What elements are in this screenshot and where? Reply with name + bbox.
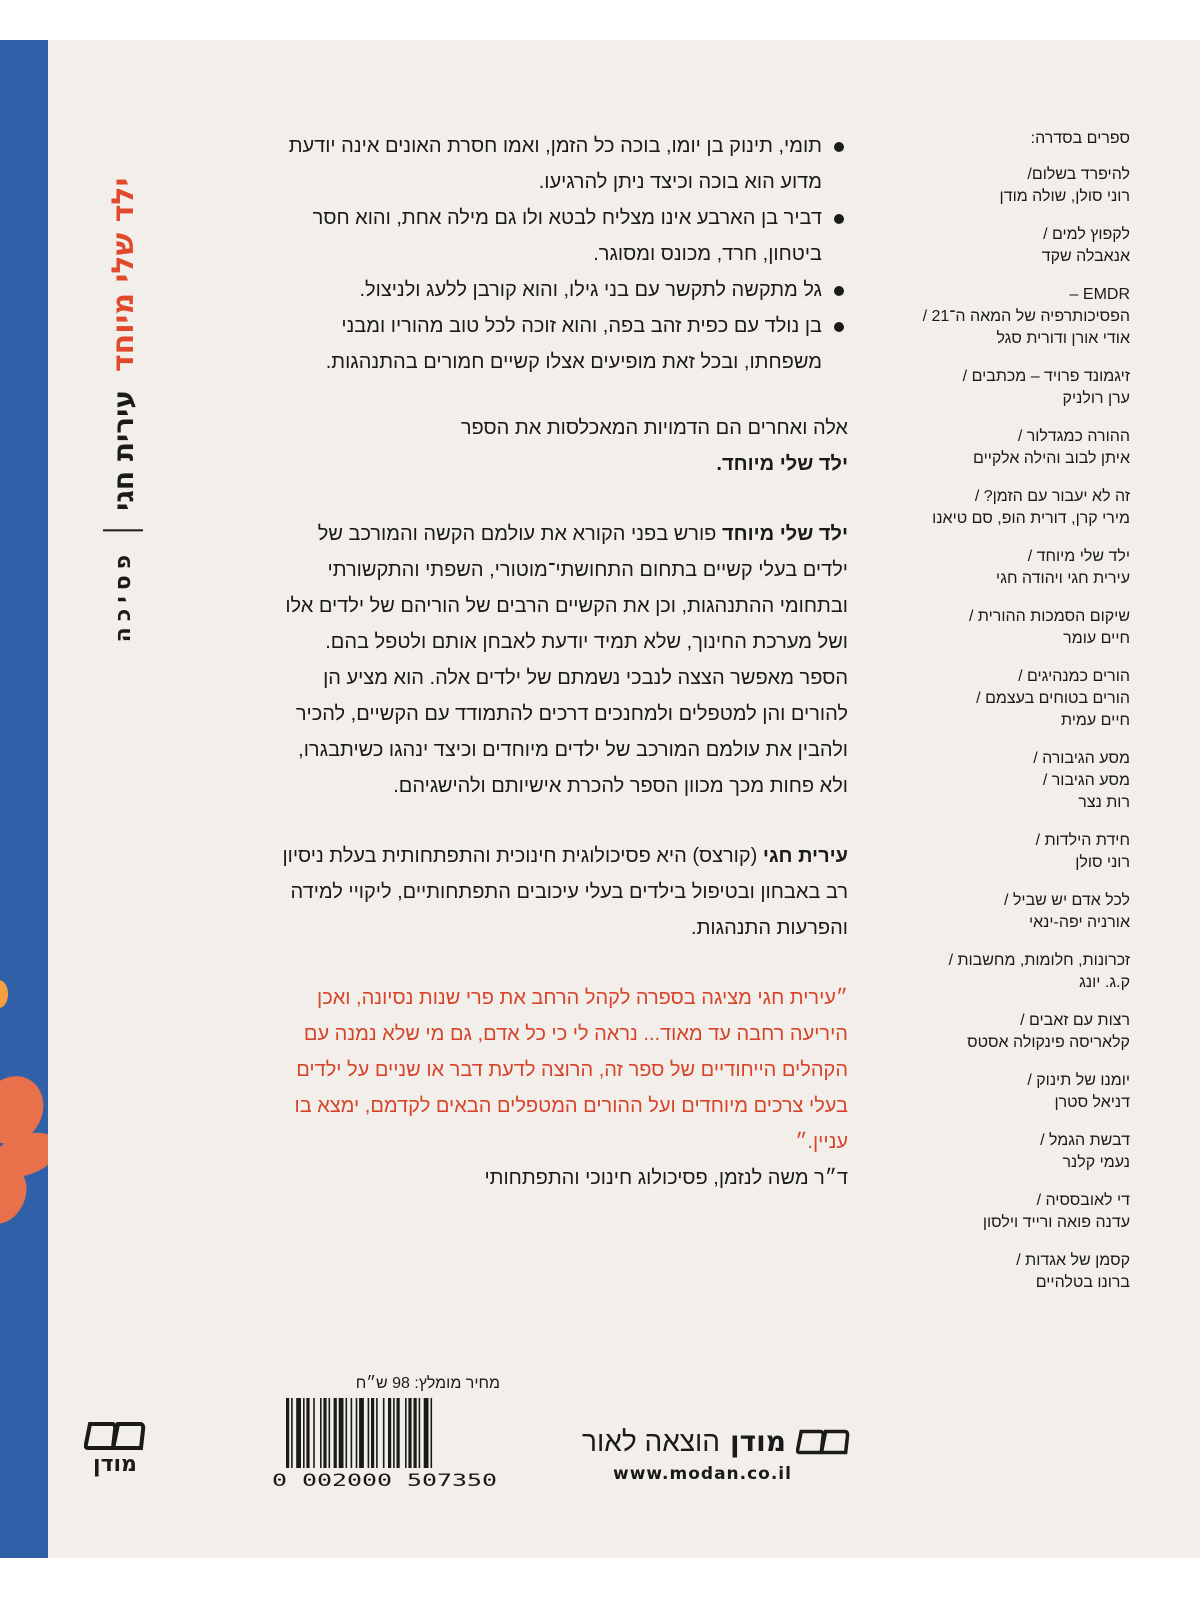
series-book-author: רוני סולן [1075, 854, 1130, 871]
series-book-author: חיים עומר [1063, 630, 1130, 647]
series-book-title: דבשת הגמל / [1040, 1132, 1130, 1149]
barcode-bar [334, 1398, 337, 1468]
character-bullets [270, 128, 848, 380]
series-book-title: זכרונות, חלומות, מחשבות / [948, 952, 1130, 969]
series-book-title: קסמן של אגדות / [1016, 1252, 1130, 1269]
barcode [272, 1398, 497, 1488]
book-logo-icon [84, 1420, 146, 1452]
series-book [885, 486, 1130, 530]
barcode-bar [296, 1398, 301, 1468]
series-book [885, 1130, 1130, 1174]
spine-title-block [78, 150, 168, 670]
series-book-author: איתן לבוב והילה אלקיים [973, 450, 1130, 467]
series-book-title: שיקום הסמכות ההורית / [968, 608, 1130, 625]
author-name: עירית חגי [762, 845, 848, 867]
intro-book-title: ילד שלי מיוחד. [716, 453, 848, 475]
series-book-author: חיים עמית [1060, 712, 1130, 729]
series-book-title: הורים כמנהיגים / [1018, 668, 1130, 685]
series-book-author: מירי קרן, דורית הופ, סם טיאנו [932, 510, 1130, 527]
spine-book-title: ילד שלי מיוחד [105, 177, 141, 372]
book-logo-icon [796, 1427, 850, 1457]
flower-decoration [0, 980, 8, 1008]
series-book-title: זה לא יעבור עם הזמן? / [974, 488, 1130, 505]
description-paragraph [270, 516, 848, 660]
series-book-author: ברונו בטלהיים [1035, 1274, 1130, 1291]
barcode-digits: 0 002000 507350 [272, 1471, 497, 1488]
barcode-bar [346, 1398, 348, 1468]
barcode-bar [323, 1398, 326, 1468]
blurb [270, 128, 848, 1196]
series-book-title: זיגמונד פרויד – מכתבים / [962, 368, 1130, 385]
series-book [885, 666, 1130, 732]
series-book-title: ילד שלי מיוחד / [1027, 548, 1130, 565]
series-book-title: מסע הגיבורה / [1033, 750, 1130, 767]
series-book [885, 164, 1130, 208]
barcode-bar [313, 1398, 315, 1468]
series-book-author: נעמי קלנר [1062, 1154, 1130, 1171]
spine-band [0, 40, 48, 1558]
spine-author: עירית חגי [106, 389, 140, 511]
series-book-author: אודי אורן ודורית סגל [996, 330, 1130, 347]
series-book-title: לכל אדם יש שביל / [1004, 892, 1130, 909]
barcode-bar [286, 1398, 289, 1468]
spine-publisher-logo [80, 1420, 150, 1477]
series-book [885, 284, 1130, 350]
series-book [885, 1190, 1130, 1234]
bullet-item: בן נולד עם כפית זהב בפה, והוא זוכה לכל טוב מהוריו ומבני משפחתו, ובכל זאת מופיעים אצלו קשיים חמורים בהתנהגות. [270, 308, 822, 380]
series-book [885, 606, 1130, 650]
barcode-bar [303, 1398, 305, 1468]
series-book-author: דניאל סטרן [1054, 1094, 1130, 1111]
barcode-bar [424, 1398, 429, 1468]
publisher-name: מודן [730, 1425, 786, 1458]
series-book-title: לקפוץ למים / [1043, 226, 1130, 243]
series-book [885, 830, 1130, 874]
series-book-title: חידת הילדות / [1035, 832, 1130, 849]
series-heading: ספרים בסדרה: [1030, 130, 1130, 147]
author-bio-text: (קורצס) היא פסיכולוגית חינוכית והתפתחותית בעלת ניסיון רב באבחון ובטיפול בילדים בעלי עיכובים התפתחותיים, ליקויי למידה והפרעות התנהגות. [282, 845, 848, 939]
spine-series-name: פסיכה [110, 548, 136, 643]
price-label: מחיר מומלץ: 98 ש״ח [355, 1375, 500, 1392]
series-book [885, 1070, 1130, 1114]
purpose-paragraph: הספר מאפשר הצצה לנבכי נשמתם של ילדים אלה. הוא מציע הן להורים והן למטפלים ולמחנכים דרכים להתמודד עם הקשיים, להכיר ולהבין את עולמם המורכב של ילדים מיוחדים וכיצד ינהגו כשיתבגרו, ולא פחות מכך מכוון הספר להכרת אישיותם ולהישגיהם. [295, 667, 848, 797]
bullet-item: תומי, תינוק בן יומו, בוכה כל הזמן, ואמו חסרת האונים אינה יודעת מדוע הוא בוכה וכיצד ניתן להרגיעו. [270, 128, 822, 200]
series-book-author: ערן רולניק [1062, 390, 1130, 407]
barcode-bar [306, 1398, 309, 1468]
series-list [885, 128, 1130, 1310]
series-book-author: רות נצר [1078, 794, 1130, 811]
barcode-bar [356, 1398, 358, 1468]
series-book-author: אנאבלה שקד [1041, 248, 1130, 265]
series-book-title: להיפרד בשלום/ [1027, 166, 1130, 183]
series-book [885, 1010, 1130, 1054]
barcode-bar [405, 1398, 407, 1468]
series-book [885, 890, 1130, 934]
barcode-bar [383, 1398, 385, 1468]
description-text: פורש בפני הקורא את עולמם הקשה והמורכב של ילדים בעלי קשיים בתחום התחושתי־מוטורי, השפתי והתקשורתי ובתחומי ההתנהגות, וכן את הקשיים הרבים של הוריהם של ילדים אלו ושל מערכת החינוך, שלא תמיד יודעת לאבחן אותם ולטפל בהם. [285, 523, 848, 653]
bullet-item: דביר בן הארבע אינו מצליח לבטא ולו גם מילה אחת, והוא חסר ביטחון, חרד, מכונס ומסוגר. [270, 200, 822, 272]
series-book-title: ההורה כמגדלור / [1017, 428, 1130, 445]
description-book-title: ילד שלי מיוחד [721, 523, 848, 545]
series-book-author: עירית חגי ויהודה חגי [996, 570, 1130, 587]
series-book [885, 950, 1130, 994]
barcode-bar [329, 1398, 331, 1468]
publisher-tagline: הוצאה לאור [582, 1425, 721, 1457]
series-book [885, 546, 1130, 590]
series-book [885, 224, 1130, 268]
series-book-title: רצות עם זאבים / [1020, 1012, 1130, 1029]
series-book [885, 1250, 1130, 1294]
barcode-bar [431, 1398, 433, 1468]
barcode-bar [371, 1398, 374, 1468]
barcode-bar [397, 1398, 400, 1468]
barcode-bar [419, 1398, 421, 1468]
barcode-bar [351, 1398, 353, 1468]
series-book [885, 426, 1130, 470]
series-book [885, 748, 1130, 814]
publisher-url: www.modan.co.il [613, 1464, 792, 1484]
intro-text: אלה ואחרים הם הדמויות המאכלסות את הספר [460, 417, 848, 439]
endorsement-quote: ״עירית חגי מציגה בספרה לקהל הרחב את פרי שנות נסיונה, ואכן היריעה רחבה עד מאוד... נראה לי כי כל אדם, גם מי שלא נמנה עם הקהלים הייחודיים של ספר זה, הרוצה לדעת דבר או שניים על ילדים בעלי צרכים מיוחדים ועל ההורים המטפלים הבאים לקדמם, ימצא בו עניין.״ [294, 987, 848, 1153]
series-book-title: EMDR – [1069, 286, 1130, 303]
series-book-title: הפסיכותרפיה של המאה ה־21 / [922, 308, 1130, 325]
series-book-author: עדנה פואה ורייד וילסון [982, 1214, 1130, 1231]
barcode-bar [291, 1398, 293, 1468]
series-book-title: מסע הגיבור / [1042, 772, 1130, 789]
barcode-bar [414, 1398, 417, 1468]
series-book [885, 366, 1130, 410]
barcode-bar [359, 1398, 364, 1468]
barcode-bar [339, 1398, 344, 1468]
series-book-author: אורניה יפה-ינאי [1028, 914, 1130, 931]
barcode-bar [408, 1398, 411, 1468]
quote-attribution: ד״ר משה לנזמן, פסיכולוג חינוכי והתפתחותי [484, 1167, 848, 1189]
series-book-author: רוני סולן, שולה מודן [999, 188, 1130, 205]
author-bio [270, 838, 848, 946]
spine-divider [103, 529, 143, 531]
series-book-title: יומנו של תינוק / [1027, 1072, 1130, 1089]
barcode-bar [388, 1398, 391, 1468]
series-book-title: די לאובססיה / [1036, 1192, 1130, 1209]
barcode-bar [376, 1398, 378, 1468]
barcode-bar [393, 1398, 395, 1468]
series-book-title: הורים בטוחים בעצמם / [976, 690, 1130, 707]
bullet-item: גל מתקשה לתקשר עם בני גילו, והוא קורבן ללעג ולניצול. [270, 272, 822, 308]
series-book-author: קלאריסה פינקולה אסטס [967, 1034, 1130, 1051]
series-book-author: ק.ג. יונג [1079, 974, 1130, 991]
spine-logo-text: מודן [93, 1452, 137, 1477]
barcode-bar [320, 1398, 322, 1468]
publisher-block [575, 1425, 850, 1484]
barcode-bar [368, 1398, 370, 1468]
intro-paragraph [270, 410, 848, 482]
